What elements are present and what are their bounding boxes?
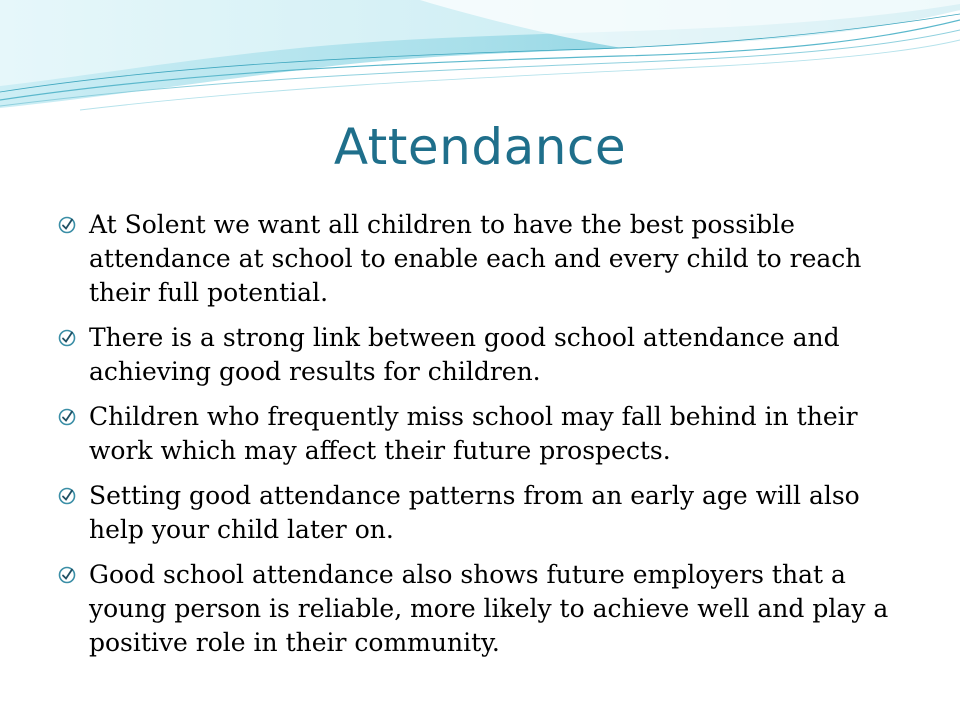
circle-check-icon: [58, 487, 76, 505]
slide-title: Attendance: [333, 118, 627, 176]
circle-check-icon: [58, 329, 76, 347]
circle-check-icon: [58, 408, 76, 426]
bullet-text: Good school attendance also shows future employers that a young person is reliable, more likely to achieve well and play a positive role in their community.: [89, 560, 889, 657]
bullet-item: [56, 208, 914, 310]
bullet-item: [56, 558, 914, 660]
bullet-text: Children who frequently miss school may fall behind in their work which may affect their future prospects.: [89, 402, 858, 465]
circle-check-icon: [58, 216, 76, 234]
bullet-text: There is a strong link between good school attendance and achieving good results for children.: [89, 323, 840, 386]
bullet-item: [56, 400, 914, 468]
bullet-text: At Solent we want all children to have the best possible attendance at school to enable each and every child to reach their full potential.: [89, 210, 862, 307]
bullet-item: [56, 479, 914, 547]
circle-check-icon: [58, 566, 76, 584]
bullet-text: Setting good attendance patterns from an early age will also help your child later on.: [89, 481, 860, 544]
header-wave-decoration: [0, 0, 960, 130]
bullet-item: [56, 321, 914, 389]
bullet-list: [56, 208, 914, 671]
